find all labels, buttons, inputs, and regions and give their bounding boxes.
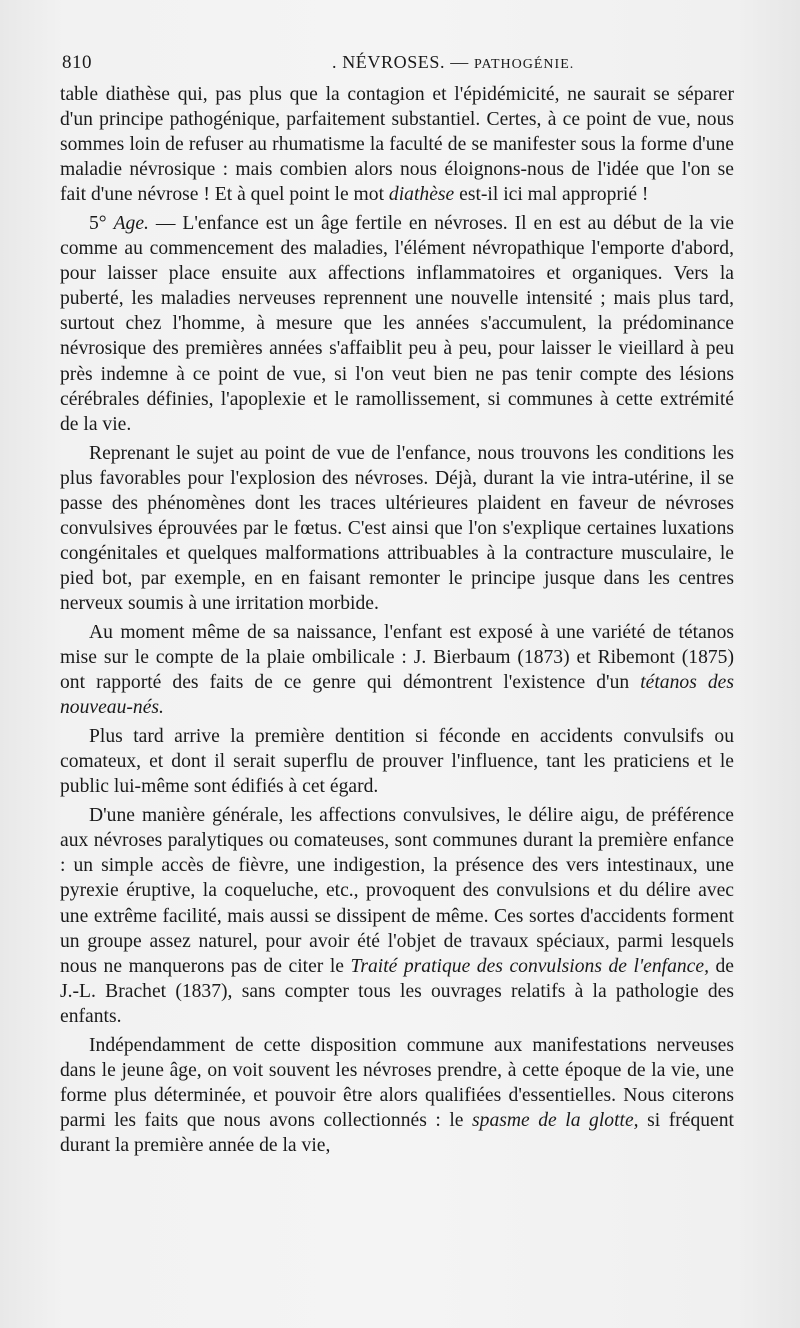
paragraph: Indépendamment de cette disposition commune aux manifestations nerveuses dans le jeune âge, on voit souvent les névroses prendre, à cette époque de la vie, une forme plus déterminée, et pouvoir être alors qualifiées d'essentielles. Nous citerons parmi les faits que nous avons collectionnés : le spasme de la glotte, si fréquent durant la première année de la vie, (60, 1034, 734, 1156)
body-text (60, 82, 734, 1158)
italic-term: diathèse (388, 184, 455, 206)
italic-title: Traité pratique des convulsions de l'enfance, (350, 955, 709, 977)
italic-heading: Age. (113, 213, 149, 235)
running-title-text: NÉVROSES. (342, 52, 446, 72)
paragraph: 5° Age. — L'enfance est un âge fertile en névroses. Il en est au début de la vie comme au commencement des maladies, l'élément névropathique l'emporte d'abord, pour laisser place ensuite aux affections inflammatoires et organiques. Vers la puberté, les maladies nerveuses reprennent une nouvelle intensité ; mais plus tard, surtout chez l'homme, à mesure que les années s'accumulent, la prédominance névrosique des premières années s'affaiblit peu à peu, pour laisser le vieillard à peu près indemne à ce point de vue, si l'on veut bien ne pas tenir compte des lésions cérébrales définies, l'apoplexie et le ramollissement, si communes à cette extrémité de la vie. (60, 213, 734, 435)
italic-term: tétanos des nouveau-nés. (60, 672, 734, 719)
italic-term: spasme de la glotte, (472, 1109, 639, 1131)
page-header (62, 52, 734, 78)
paragraph: D'une manière générale, les affections convulsives, le délire aigu, de préférence aux névroses paralytiques ou comateuses, sont communes durant la première enfance : un simple accès de fièvre, une indigestion, la présence des vers intestinaux, une pyrexie éruptive, la coqueluche, etc., provoquent des convulsions et du délire avec une extrême facilité, mais aussi se dissipent de même. Ces sortes d'accidents forment un groupe assez naturel, pour avoir été l'objet de travaux spéciaux, parmi lesquels nous ne manquerons pas de citer le Traité pratique des convulsions de l'enfance, de J.-L. Brachet (1837), sans compter tous les ouvrages relatifs à la pathologie des enfants. (60, 805, 735, 1027)
paragraph: table diathèse qui, pas plus que la contagion et l'épidémicité, ne saurait se séparer d'un principe pathogénique, parfaitement substantiel. Certes, à ce point de vue, nous sommes loin de refuser au rhumatisme la faculté de se manifester sous la forme d'une maladie névrosique : mais combien alors nous éloignons-nous de l'idée que l'on se fait d'une névrose ! Et à quel point le mot diathèse est-il ici mal approprié ! (60, 84, 734, 206)
section-title: PATHOGÉNIE. (473, 57, 575, 72)
running-title: . NÉVROSES. — PATHOGÉNIE. (332, 52, 575, 72)
paragraph: Au moment même de sa naissance, l'enfant est exposé à une variété de tétanos mise sur le compte de la plaie ombilicale : J. Bierbaum (1873) et Ribemont (1875) ont rapporté des faits de ce genre qui démontrent l'existence d'un tétanos des nouveau-nés. (60, 621, 734, 719)
paragraph: Plus tard arrive la première dentition si féconde en accidents convulsifs ou comateux, et dont il serait superflu de prouver l'influence, tant les praticiens et le public lui-même sont édifiés à cet égard. (60, 726, 734, 798)
page-number: 810 (62, 52, 92, 73)
paragraph: Reprenant le sujet au point de vue de l'enfance, nous trouvons les conditions les plus favorables pour l'explosion des névroses. Déjà, durant la vie intra-utérine, il se passe des phénomènes dont les traces ultérieures plaident en faveur de névroses convulsives éprouvées par le fœtus. C'est ainsi que l'on s'explique certaines luxations congénitales et quelques malformations attribuables à la contracture musculaire, le pied bot, par exemple, en en faisant remonter le principe jusque dans les centres nerveux soumis à une irritation morbide. (60, 442, 734, 614)
